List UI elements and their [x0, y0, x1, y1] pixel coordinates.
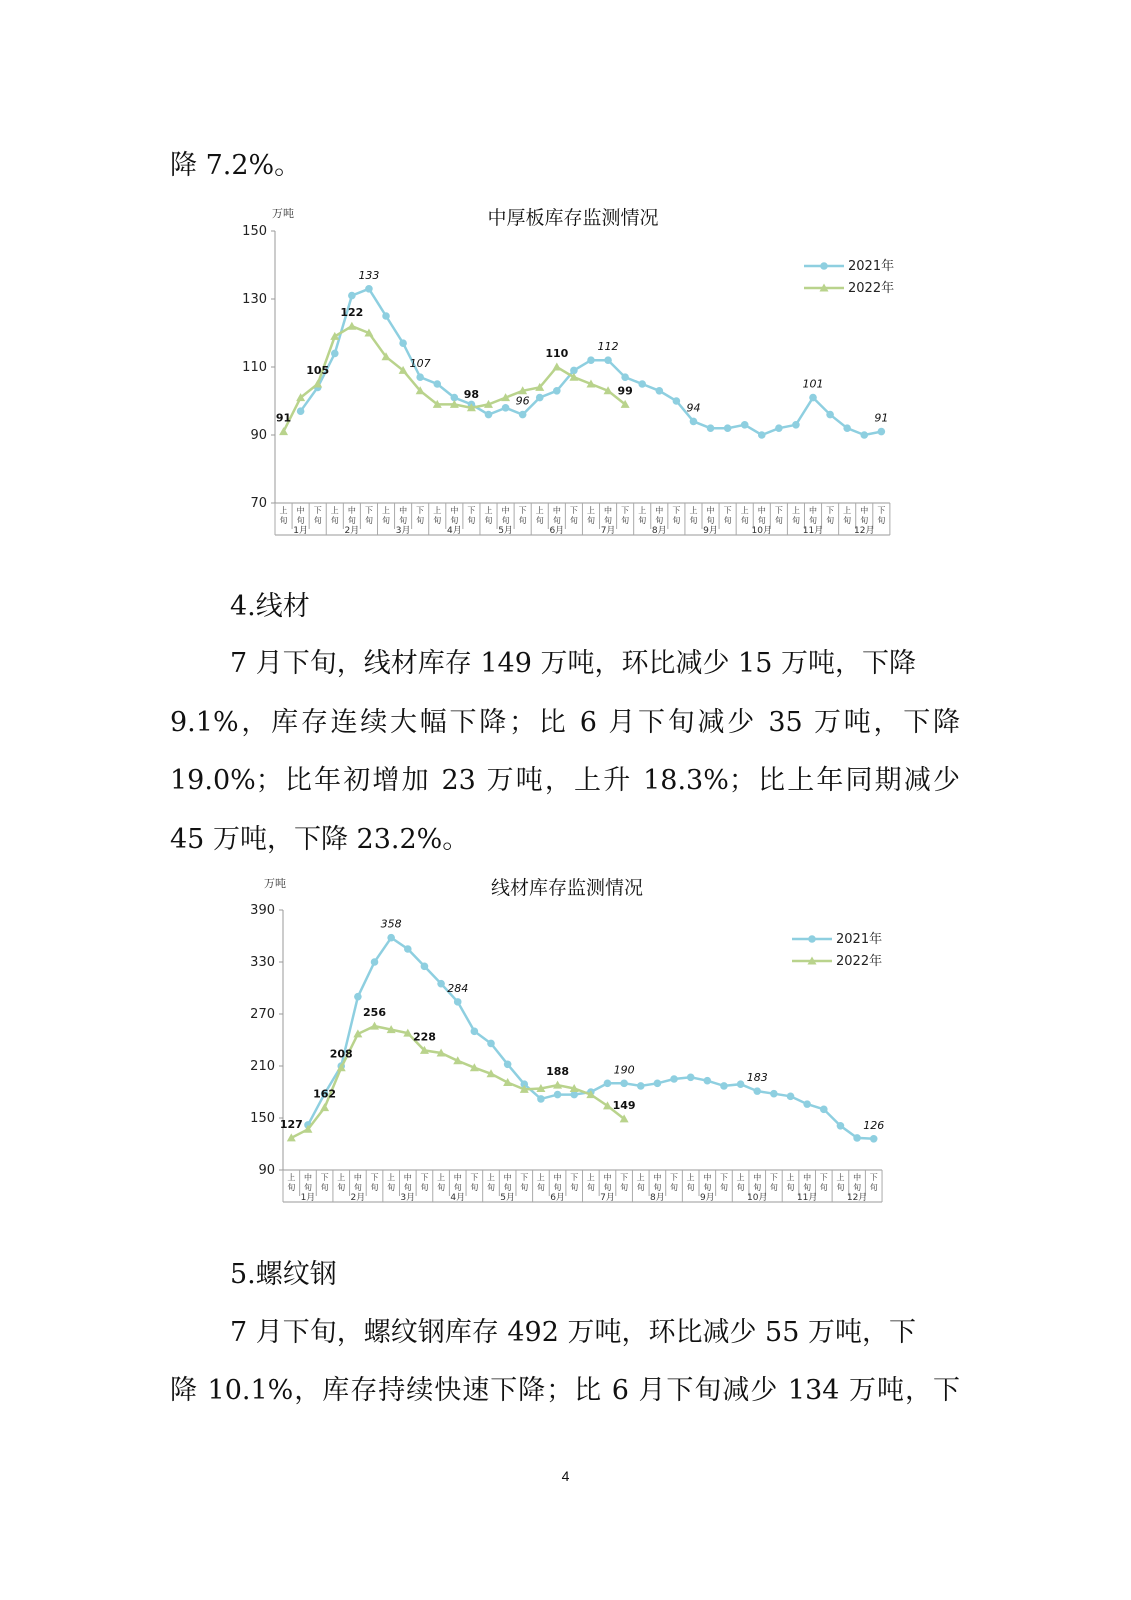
x-tick-label: 中旬	[603, 1173, 612, 1192]
legend-marker-2021	[820, 262, 828, 270]
month-label: 3月	[395, 526, 411, 536]
data-point-2022	[347, 322, 356, 330]
x-tick-label: 上旬	[740, 506, 749, 525]
data-point-2021	[860, 431, 868, 439]
month-label: 10月	[747, 1193, 768, 1203]
data-point-2021	[826, 411, 834, 419]
month-label: 11月	[802, 526, 824, 536]
x-tick-label: 中旬	[399, 506, 408, 525]
data-point-2021	[620, 1080, 628, 1088]
data-point-2021	[656, 387, 664, 395]
x-tick-label: 下旬	[819, 1173, 828, 1192]
x-tick-label: 上旬	[535, 506, 544, 525]
data-point-2021	[758, 431, 766, 439]
x-tick-label: 上旬	[487, 1173, 495, 1192]
x-tick-label: 上旬	[689, 506, 698, 525]
data-label: 122	[340, 306, 364, 320]
data-point-2021	[416, 373, 424, 381]
x-tick-label: 上旬	[330, 506, 339, 525]
section5-line-1: 7 月下旬，螺纹钢库存 492 万吨，环比减少 55 万吨，下	[230, 1317, 916, 1348]
x-tick-label: 中旬	[604, 506, 613, 525]
x-tick-label: 上旬	[382, 506, 391, 525]
data-label: 126	[863, 1118, 885, 1132]
x-tick-label: 中旬	[757, 506, 766, 525]
y-tick-label: 270	[250, 1007, 275, 1022]
data-point-2021	[487, 1040, 495, 1048]
data-label: 94	[686, 401, 701, 415]
y-tick-label: 210	[250, 1059, 275, 1074]
y-tick-label: 150	[250, 1111, 275, 1126]
x-tick-label: 中旬	[653, 1173, 662, 1192]
data-point-2021	[654, 1080, 662, 1088]
data-point-2021	[454, 998, 462, 1006]
section4-line-3: 19.0%；比年初增加 23 万吨，上升 18.3%；比上年同期减少	[170, 765, 960, 796]
y-tick-label: 150	[242, 224, 267, 239]
month-label: 4月	[446, 526, 462, 536]
data-point-2021	[297, 407, 305, 415]
x-tick-label: 下旬	[518, 506, 527, 525]
x-tick-label: 下旬	[826, 506, 835, 525]
data-point-2021	[870, 1135, 878, 1143]
data-point-2022	[320, 1103, 329, 1111]
data-label: 110	[545, 347, 569, 360]
data-point-2021	[365, 285, 373, 293]
data-point-2021	[638, 380, 646, 388]
data-point-2021	[853, 1134, 861, 1142]
y-tick-label: 390	[250, 903, 275, 918]
data-point-2021	[519, 411, 527, 419]
x-tick-label: 中旬	[503, 1173, 512, 1192]
y-tick-label: 70	[250, 496, 267, 511]
x-tick-label: 上旬	[836, 1173, 845, 1192]
chart-title: 线材库存监测情况	[490, 877, 644, 899]
x-tick-label: 上旬	[586, 1173, 595, 1192]
legend-label: 2021年	[848, 259, 895, 274]
data-point-2021	[687, 1073, 695, 1081]
data-point-2021	[637, 1082, 645, 1090]
x-tick-label: 中旬	[809, 506, 818, 525]
data-point-2021	[437, 980, 445, 988]
data-label: 358	[380, 917, 402, 931]
y-axis-unit: 万吨	[264, 877, 286, 890]
x-tick-label: 上旬	[279, 506, 288, 525]
month-label: 9月	[699, 1193, 715, 1203]
chart-title: 中厚板库存监测情况	[487, 207, 659, 229]
x-tick-label: 下旬	[621, 506, 630, 525]
data-point-2021	[554, 1091, 562, 1099]
x-tick-label: 下旬	[370, 1173, 379, 1192]
y-tick-label: 130	[242, 292, 267, 307]
section4-line-4: 45 万吨，下降 23.2%。	[170, 824, 470, 855]
section4-heading: 4.线材	[230, 591, 310, 622]
chart-wire-inventory	[200, 865, 920, 1210]
intro-line: 降 7.2%。	[170, 150, 302, 181]
x-tick-label: 上旬	[437, 1173, 446, 1192]
data-point-2021	[803, 1100, 811, 1108]
data-point-2021	[553, 387, 561, 395]
x-tick-label: 下旬	[869, 1173, 878, 1192]
x-tick-label: 上旬	[536, 1173, 545, 1192]
data-point-2021	[604, 1080, 612, 1088]
month-label: 6月	[549, 526, 565, 536]
x-tick-label: 中旬	[450, 506, 459, 525]
x-tick-label: 中旬	[753, 1173, 762, 1192]
x-tick-label: 下旬	[313, 506, 322, 525]
data-point-2022	[279, 427, 288, 435]
data-label: 107	[409, 357, 431, 371]
x-tick-label: 中旬	[553, 1173, 562, 1192]
section4-line-1: 7 月下旬，线材库存 149 万吨，环比减少 15 万吨，下降	[230, 648, 916, 679]
data-label: 99	[617, 384, 633, 398]
x-tick-label: 上旬	[786, 1173, 795, 1192]
data-point-2021	[537, 1095, 545, 1103]
data-label: 91	[275, 411, 292, 425]
data-point-2021	[502, 404, 510, 412]
x-tick-label: 下旬	[670, 1173, 679, 1192]
data-point-2021	[536, 394, 544, 402]
x-tick-label: 下旬	[769, 1173, 778, 1192]
x-tick-label: 上旬	[287, 1173, 296, 1192]
month-label: 11月	[796, 1193, 818, 1203]
month-label: 5月	[498, 526, 513, 536]
data-point-2021	[724, 424, 732, 432]
x-tick-label: 上旬	[337, 1173, 346, 1192]
data-point-2021	[404, 945, 412, 953]
month-label: 10月	[751, 526, 773, 536]
legend-label: 2022年	[836, 954, 883, 969]
x-tick-label: 中旬	[403, 1173, 412, 1192]
x-tick-label: 下旬	[570, 1173, 579, 1192]
data-point-2021	[485, 411, 493, 419]
x-tick-label: 中旬	[453, 1173, 462, 1192]
data-point-2021	[820, 1106, 828, 1114]
data-point-2021	[704, 1077, 712, 1085]
x-tick-label: 下旬	[416, 506, 425, 525]
month-label: 3月	[400, 1193, 416, 1203]
data-label: 96	[515, 394, 530, 408]
chart-plate-inventory	[200, 195, 920, 545]
y-tick-label: 90	[250, 428, 267, 443]
page-number: 4	[561, 1468, 570, 1484]
x-tick-label: 下旬	[470, 1173, 479, 1192]
data-point-2021	[720, 1082, 728, 1090]
data-point-2021	[382, 312, 390, 320]
x-tick-label: 中旬	[347, 506, 356, 525]
data-point-2021	[354, 993, 362, 1001]
x-tick-label: 中旬	[501, 506, 510, 525]
data-label: 256	[363, 1006, 387, 1020]
legend-label: 2022年	[848, 281, 895, 296]
data-point-2021	[690, 418, 698, 426]
x-tick-label: 上旬	[638, 506, 647, 525]
data-point-2021	[331, 350, 339, 358]
x-tick-label: 下旬	[774, 506, 783, 525]
x-tick-label: 下旬	[420, 1173, 429, 1192]
x-tick-label: 中旬	[303, 1173, 312, 1192]
x-tick-label: 上旬	[686, 1173, 695, 1192]
x-tick-label: 中旬	[353, 1173, 362, 1192]
month-label: 1月	[300, 1193, 316, 1203]
data-point-2021	[587, 356, 595, 364]
data-point-2021	[604, 356, 612, 364]
data-label: 284	[447, 981, 469, 995]
data-point-2021	[809, 394, 817, 402]
data-point-2021	[387, 934, 395, 942]
data-point-2021	[753, 1087, 761, 1095]
data-label: 162	[313, 1087, 337, 1101]
series-line-2021	[308, 938, 874, 1139]
x-tick-label: 中旬	[860, 506, 869, 525]
data-label: 228	[412, 1030, 436, 1044]
legend-label: 2021年	[836, 932, 883, 947]
data-point-2021	[707, 424, 715, 432]
month-label: 7月	[600, 1193, 615, 1203]
data-point-2021	[670, 1075, 678, 1083]
data-point-2021	[770, 1090, 778, 1098]
x-tick-label: 中旬	[803, 1173, 812, 1192]
data-point-2021	[673, 397, 681, 405]
x-tick-label: 中旬	[853, 1173, 862, 1192]
y-axis-unit: 万吨	[272, 207, 294, 220]
data-point-2021	[787, 1093, 795, 1101]
data-point-2021	[837, 1122, 845, 1130]
data-label: 149	[612, 1098, 636, 1112]
x-tick-label: 下旬	[569, 506, 578, 525]
data-point-2021	[504, 1060, 512, 1068]
x-tick-label: 中旬	[552, 506, 561, 525]
data-label: 112	[597, 340, 619, 354]
data-label: 98	[463, 387, 480, 401]
data-label: 188	[546, 1065, 570, 1079]
x-tick-label: 下旬	[467, 506, 476, 525]
x-tick-label: 下旬	[672, 506, 681, 525]
data-label: 127	[279, 1117, 303, 1131]
data-point-2021	[399, 339, 407, 347]
data-label: 105	[306, 364, 330, 377]
y-tick-label: 90	[258, 1163, 275, 1178]
x-tick-label: 中旬	[703, 1173, 712, 1192]
series-line-2022	[291, 1026, 624, 1138]
data-point-2021	[621, 373, 629, 381]
x-tick-label: 下旬	[620, 1173, 629, 1192]
month-label: 8月	[651, 526, 667, 536]
y-tick-label: 110	[242, 360, 267, 375]
data-point-2021	[878, 428, 886, 436]
data-label: 208	[329, 1047, 353, 1061]
data-point-2021	[371, 958, 379, 966]
x-tick-label: 上旬	[636, 1173, 645, 1192]
month-label: 9月	[703, 526, 718, 536]
y-tick-label: 330	[250, 955, 275, 970]
data-point-2022	[552, 363, 561, 371]
x-tick-label: 下旬	[364, 506, 373, 525]
x-tick-label: 上旬	[387, 1173, 396, 1192]
data-point-2021	[737, 1080, 745, 1088]
month-label: 8月	[650, 1193, 665, 1203]
x-tick-label: 上旬	[586, 506, 595, 525]
x-tick-label: 上旬	[736, 1173, 745, 1192]
data-label: 133	[358, 268, 380, 282]
data-point-2021	[471, 1028, 479, 1036]
data-label: 101	[802, 377, 824, 391]
month-label: 6月	[550, 1193, 565, 1203]
month-label: 7月	[600, 526, 616, 536]
data-point-2021	[421, 963, 429, 971]
x-tick-label: 中旬	[655, 506, 664, 525]
month-label: 12月	[854, 526, 875, 536]
x-tick-label: 下旬	[877, 506, 886, 525]
data-point-2021	[433, 380, 441, 388]
x-tick-label: 上旬	[843, 506, 852, 525]
x-tick-label: 上旬	[791, 506, 800, 525]
month-label: 12月	[846, 1193, 868, 1203]
section5-line-2: 降 10.1%，库存持续快速下降；比 6 月下旬减少 134 万吨，下	[170, 1375, 960, 1406]
section4-line-2: 9.1%，库存连续大幅下降；比 6 月下旬减少 35 万吨，下降	[170, 707, 960, 738]
data-label: 183	[746, 1071, 768, 1085]
month-label: 4月	[450, 1193, 466, 1203]
data-point-2021	[792, 421, 800, 429]
data-point-2021	[775, 424, 783, 432]
section5-heading: 5.螺纹钢	[230, 1259, 337, 1290]
data-point-2021	[741, 421, 749, 429]
data-point-2021	[843, 424, 851, 432]
data-label: 91	[874, 411, 889, 425]
x-tick-label: 中旬	[296, 506, 305, 525]
month-label: 2月	[350, 1193, 366, 1203]
month-label: 5月	[500, 1193, 516, 1203]
x-tick-label: 下旬	[520, 1173, 529, 1192]
legend-marker-2021	[808, 935, 816, 943]
x-tick-label: 下旬	[320, 1173, 329, 1192]
x-tick-label: 下旬	[719, 1173, 728, 1192]
month-label: 2月	[344, 526, 360, 536]
data-point-2021	[348, 292, 356, 300]
x-tick-label: 中旬	[706, 506, 715, 525]
x-tick-label: 上旬	[433, 506, 442, 525]
x-tick-label: 上旬	[484, 506, 493, 525]
month-label: 1月	[293, 526, 308, 536]
x-tick-label: 下旬	[723, 506, 732, 525]
data-label: 190	[613, 1063, 635, 1077]
